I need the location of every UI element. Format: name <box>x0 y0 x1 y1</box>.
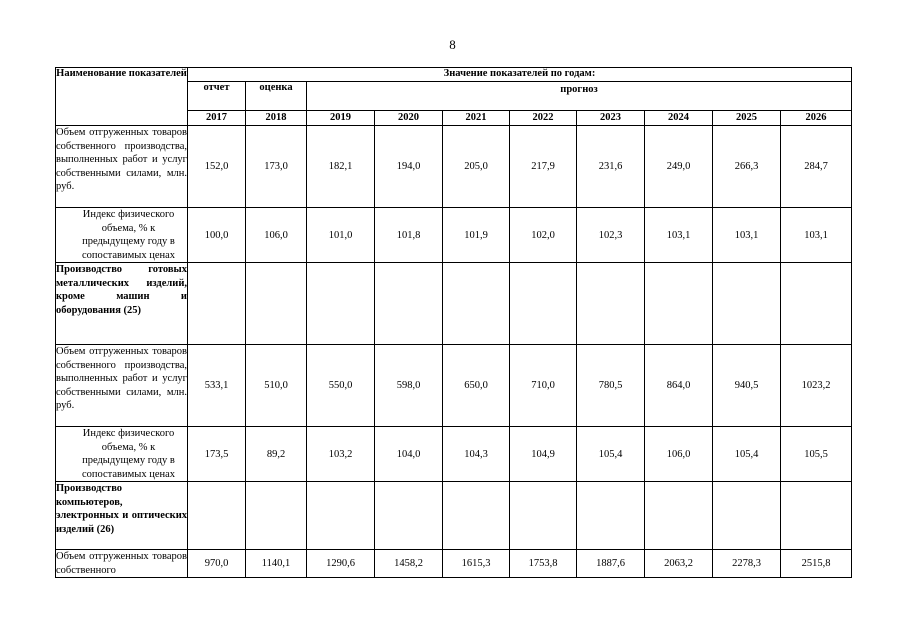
empty-cell <box>443 263 510 345</box>
value-cell: 533,1 <box>188 345 246 427</box>
empty-cell <box>510 482 577 550</box>
empty-cell <box>577 482 645 550</box>
value-cell: 194,0 <box>375 126 443 208</box>
report-header: отчет <box>188 82 246 111</box>
empty-cell <box>645 482 713 550</box>
empty-cell <box>307 263 375 345</box>
year-header: 2018 <box>246 111 307 126</box>
value-cell: 1140,1 <box>246 550 307 578</box>
year-header: 2021 <box>443 111 510 126</box>
empty-cell <box>375 482 443 550</box>
empty-cell <box>577 263 645 345</box>
value-cell: 101,0 <box>307 208 375 263</box>
indicator-label: Объем отгруженных товаров собственного <box>56 551 187 576</box>
value-cell: 105,5 <box>781 427 852 482</box>
empty-cell <box>781 263 852 345</box>
value-cell: 217,9 <box>510 126 577 208</box>
value-cell: 101,8 <box>375 208 443 263</box>
empty-cell <box>188 263 246 345</box>
forecast-header: прогноз <box>307 82 852 111</box>
value-cell: 780,5 <box>577 345 645 427</box>
value-cell: 1023,2 <box>781 345 852 427</box>
empty-cell <box>188 482 246 550</box>
volume-row <box>56 126 852 208</box>
empty-cell <box>375 263 443 345</box>
value-cell: 2278,3 <box>713 550 781 578</box>
indicator-label: Индекс физического объема, % к предыдущему году в сопоставимых ценах <box>56 427 188 482</box>
empty-cell <box>510 263 577 345</box>
value-cell: 152,0 <box>188 126 246 208</box>
index-row <box>56 208 852 263</box>
empty-cell <box>443 482 510 550</box>
section-row <box>56 482 852 550</box>
value-cell: 103,2 <box>307 427 375 482</box>
value-cell: 102,0 <box>510 208 577 263</box>
value-cell: 284,7 <box>781 126 852 208</box>
values-by-year-header: Значение показателей по годам: <box>188 68 852 82</box>
year-header: 2025 <box>713 111 781 126</box>
indicator-name-header: Наименование показателей <box>56 68 188 126</box>
value-cell: 231,6 <box>577 126 645 208</box>
value-cell: 103,1 <box>781 208 852 263</box>
indicator-label: Объем отгруженных товаров собственного производства, выполненных работ и услуг собственными силами, млн. руб. <box>56 345 188 427</box>
empty-cell <box>307 482 375 550</box>
year-header: 2020 <box>375 111 443 126</box>
empty-cell <box>246 263 307 345</box>
value-cell: 970,0 <box>188 550 246 578</box>
value-cell: 102,3 <box>577 208 645 263</box>
value-cell: 710,0 <box>510 345 577 427</box>
value-cell: 205,0 <box>443 126 510 208</box>
value-cell: 101,9 <box>443 208 510 263</box>
indicator-label: Объем отгруженных товаров собственного производства, выполненных работ и услуг собственными силами, млн. руб. <box>56 126 188 208</box>
value-cell: 173,0 <box>246 126 307 208</box>
volume-row <box>56 345 852 427</box>
year-header: 2019 <box>307 111 375 126</box>
value-cell: 1290,6 <box>307 550 375 578</box>
page-number: 8 <box>449 37 456 52</box>
empty-cell <box>713 482 781 550</box>
year-header: 2023 <box>577 111 645 126</box>
value-cell: 550,0 <box>307 345 375 427</box>
value-cell: 598,0 <box>375 345 443 427</box>
value-cell: 1887,6 <box>577 550 645 578</box>
section-row <box>56 263 852 345</box>
volume-row <box>56 550 852 578</box>
value-cell: 182,1 <box>307 126 375 208</box>
value-cell: 103,1 <box>645 208 713 263</box>
value-cell: 105,4 <box>713 427 781 482</box>
year-header: 2022 <box>510 111 577 126</box>
year-header: 2024 <box>645 111 713 126</box>
value-cell: 103,1 <box>713 208 781 263</box>
value-cell: 104,3 <box>443 427 510 482</box>
value-cell: 105,4 <box>577 427 645 482</box>
year-header: 2026 <box>781 111 852 126</box>
empty-cell <box>713 263 781 345</box>
value-cell: 249,0 <box>645 126 713 208</box>
value-cell: 510,0 <box>246 345 307 427</box>
empty-cell <box>645 263 713 345</box>
value-cell: 100,0 <box>188 208 246 263</box>
value-cell: 650,0 <box>443 345 510 427</box>
value-cell: 864,0 <box>645 345 713 427</box>
value-cell: 106,0 <box>246 208 307 263</box>
value-cell: 89,2 <box>246 427 307 482</box>
value-cell: 106,0 <box>645 427 713 482</box>
year-header: 2017 <box>188 111 246 126</box>
empty-cell <box>246 482 307 550</box>
value-cell: 2063,2 <box>645 550 713 578</box>
value-cell: 1615,3 <box>443 550 510 578</box>
empty-cell <box>781 482 852 550</box>
indicator-label: Индекс физического объема, % к предыдущему году в сопоставимых ценах <box>56 208 188 263</box>
indicator-label: Производство компьютеров, электронных и оптических изделий (26) <box>56 482 188 550</box>
value-cell: 173,5 <box>188 427 246 482</box>
estimate-header: оценка <box>246 82 307 111</box>
value-cell: 2515,8 <box>781 550 852 578</box>
value-cell: 1753,8 <box>510 550 577 578</box>
value-cell: 104,9 <box>510 427 577 482</box>
value-cell: 940,5 <box>713 345 781 427</box>
indicator-label: Производство готовых металлических изделий, кроме машин и оборудования (25) <box>56 263 188 345</box>
index-row <box>56 427 852 482</box>
indicators-table <box>55 67 852 578</box>
value-cell: 1458,2 <box>375 550 443 578</box>
table-body <box>56 126 852 578</box>
value-cell: 266,3 <box>713 126 781 208</box>
value-cell: 104,0 <box>375 427 443 482</box>
